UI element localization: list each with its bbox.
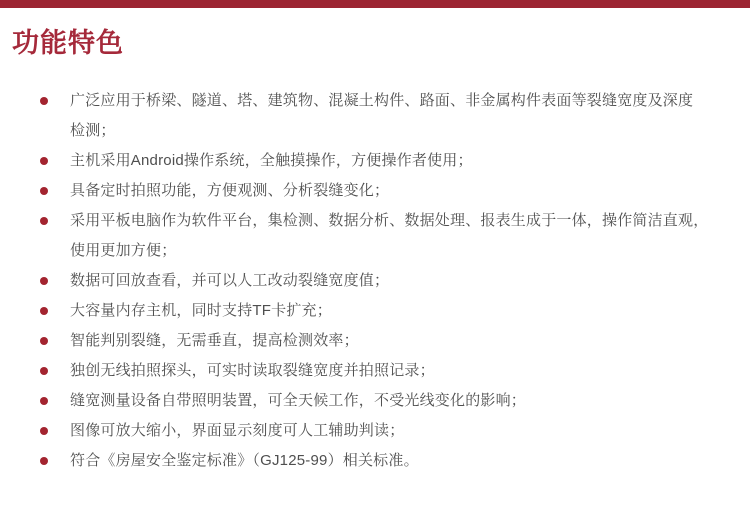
- list-item: [40, 146, 740, 176]
- item-text: 符合《房屋安全鉴定标准》（GJ125-99）相关标准。: [70, 452, 419, 469]
- item-text: 采用平板电脑作为软件平台，集检测、数据分析、数据处理、报表生成于一体，操作简洁直观，: [70, 212, 709, 229]
- item-text-block: [70, 446, 419, 476]
- item-text-block: [70, 416, 404, 446]
- item-text: 数据可回放查看，并可以人工改动裂缝宽度值；: [70, 272, 390, 289]
- bullet-icon: [40, 337, 48, 345]
- item-text: 智能判别裂缝，无需垂直，提高检测效率；: [70, 332, 359, 349]
- item-text-block: [70, 386, 526, 416]
- list-item: [40, 416, 740, 446]
- list-item: [40, 356, 740, 386]
- list-item: [40, 266, 740, 296]
- bullet-icon: [40, 367, 48, 375]
- header-accent-bar: [0, 0, 750, 8]
- item-text: 图像可放大缩小，界面显示刻度可人工辅助判读；: [70, 422, 405, 439]
- bullet-icon: [40, 217, 48, 225]
- item-text: 具备定时拍照功能，方便观测、分析裂缝变化；: [70, 182, 390, 199]
- item-text-block: [70, 326, 359, 356]
- item-text-block: [70, 176, 389, 206]
- list-item: [40, 326, 740, 356]
- list-item: [40, 386, 740, 416]
- item-text: 检测；: [70, 122, 116, 139]
- bullet-icon: [40, 157, 48, 165]
- item-text: 广泛应用于桥梁、隧道、塔、建筑物、混凝土构件、路面、非金属构件表面等裂缝宽度及深度: [70, 92, 694, 109]
- list-item: [40, 176, 740, 206]
- item-text-block: [70, 356, 435, 386]
- item-text-block: [70, 146, 473, 176]
- item-text-block: [70, 206, 708, 266]
- bullet-icon: [40, 187, 48, 195]
- item-text: 独创无线拍照探头，可实时读取裂缝宽度并拍照记录；: [70, 362, 435, 379]
- feature-list: [0, 86, 750, 476]
- list-item: [40, 296, 740, 326]
- bullet-icon: [40, 427, 48, 435]
- item-text-block: [70, 296, 332, 326]
- bullet-icon: [40, 277, 48, 285]
- item-text: 使用更加方便；: [70, 242, 177, 259]
- list-item: [40, 86, 740, 146]
- item-text: 主机采用Android操作系统，全触摸操作，方便操作者使用；: [70, 152, 473, 169]
- bullet-icon: [40, 97, 48, 105]
- item-text-block: [70, 266, 389, 296]
- item-text-block: [70, 86, 693, 146]
- bullet-icon: [40, 307, 48, 315]
- bullet-icon: [40, 397, 48, 405]
- list-item: [40, 446, 740, 476]
- item-text: 大容量内存主机，同时支持TF卡扩充；: [70, 302, 332, 319]
- page-title: 功能特色: [12, 28, 124, 58]
- bullet-icon: [40, 457, 48, 465]
- list-item: [40, 206, 740, 266]
- item-text: 缝宽测量设备自带照明装置，可全天候工作，不受光线变化的影响；: [70, 392, 527, 409]
